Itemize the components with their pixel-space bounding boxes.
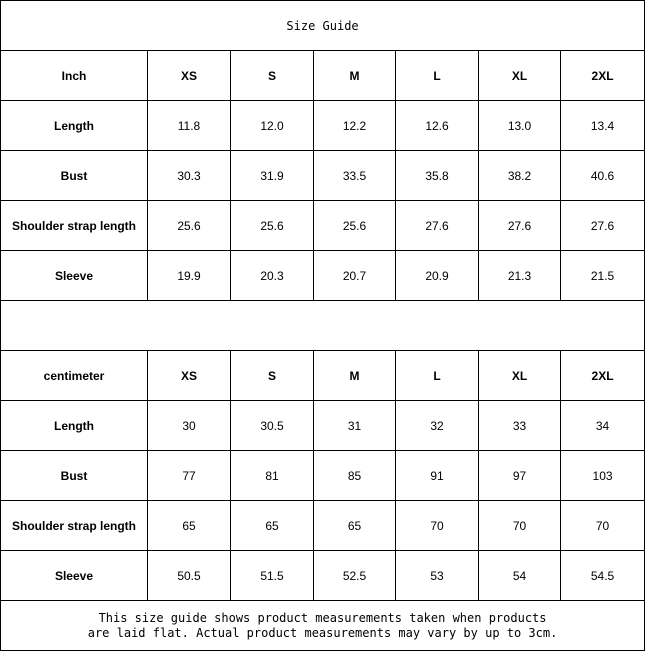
table-row (1, 451, 645, 501)
measurement-value: 54.5 (561, 551, 645, 601)
measurement-value: 33 (479, 401, 561, 451)
measurement-value: 65 (148, 501, 231, 551)
size-header-m: M (314, 351, 396, 401)
measurement-value: 21.3 (479, 251, 561, 301)
measurement-value: 70 (561, 501, 645, 551)
measurement-label: Shoulder strap length (1, 501, 148, 551)
measurement-value: 34 (561, 401, 645, 451)
measurement-value: 40.6 (561, 151, 645, 201)
size-header-2xl: 2XL (561, 351, 645, 401)
table-row (1, 501, 645, 551)
measurement-value: 19.9 (148, 251, 231, 301)
measurement-value: 30.5 (231, 401, 314, 451)
table-row (1, 151, 645, 201)
table-row (1, 101, 645, 151)
measurement-value: 21.5 (561, 251, 645, 301)
measurement-value: 70 (396, 501, 479, 551)
table-row (1, 401, 645, 451)
measurement-label: Bust (1, 151, 148, 201)
note-row (1, 601, 645, 651)
size-header-l: L (396, 351, 479, 401)
size-header-xs: XS (148, 51, 231, 101)
measurement-value: 81 (231, 451, 314, 501)
measurement-value: 54 (479, 551, 561, 601)
measurement-value: 53 (396, 551, 479, 601)
measurement-value: 97 (479, 451, 561, 501)
title-row (1, 1, 645, 51)
measurement-value: 30 (148, 401, 231, 451)
measurement-value: 32 (396, 401, 479, 451)
measurement-value: 35.8 (396, 151, 479, 201)
measurement-value: 77 (148, 451, 231, 501)
measurement-value: 65 (231, 501, 314, 551)
page-title: Size Guide (1, 1, 645, 51)
measurement-note (1, 601, 645, 651)
centimeter-header-row (1, 351, 645, 401)
section-divider (1, 301, 645, 351)
size-header-2xl: 2XL (561, 51, 645, 101)
measurement-value: 31 (314, 401, 396, 451)
measurement-value: 20.9 (396, 251, 479, 301)
measurement-value: 12.6 (396, 101, 479, 151)
note-line-1: This size guide shows product measurements taken when products (98, 610, 547, 625)
measurement-label: Length (1, 401, 148, 451)
table-row (1, 551, 645, 601)
measurement-value: 70 (479, 501, 561, 551)
table-row (1, 201, 645, 251)
measurement-value: 13.0 (479, 101, 561, 151)
measurement-value: 27.6 (396, 201, 479, 251)
measurement-value: 25.6 (231, 201, 314, 251)
measurement-value: 20.3 (231, 251, 314, 301)
measurement-value: 91 (396, 451, 479, 501)
measurement-value: 20.7 (314, 251, 396, 301)
size-header-xl: XL (479, 51, 561, 101)
measurement-value: 38.2 (479, 151, 561, 201)
measurement-label: Length (1, 101, 148, 151)
measurement-value: 65 (314, 501, 396, 551)
size-header-s: S (231, 351, 314, 401)
measurement-value: 27.6 (561, 201, 645, 251)
measurement-value: 30.3 (148, 151, 231, 201)
measurement-value: 25.6 (148, 201, 231, 251)
measurement-value: 27.6 (479, 201, 561, 251)
size-header-xl: XL (479, 351, 561, 401)
measurement-value: 31.9 (231, 151, 314, 201)
size-header-s: S (231, 51, 314, 101)
size-header-xs: XS (148, 351, 231, 401)
measurement-label: Shoulder strap length (1, 201, 148, 251)
measurement-value: 13.4 (561, 101, 645, 151)
measurement-value: 85 (314, 451, 396, 501)
measurement-value: 12.2 (314, 101, 396, 151)
measurement-label: Sleeve (1, 251, 148, 301)
measurement-value: 51.5 (231, 551, 314, 601)
measurement-label: Bust (1, 451, 148, 501)
measurement-value: 52.5 (314, 551, 396, 601)
size-header-m: M (314, 51, 396, 101)
measurement-value: 11.8 (148, 101, 231, 151)
measurement-label: Sleeve (1, 551, 148, 601)
spacer-row (1, 301, 645, 351)
centimeter-unit-label: centimeter (1, 351, 148, 401)
measurement-value: 12.0 (231, 101, 314, 151)
table-row (1, 251, 645, 301)
inch-header-row (1, 51, 645, 101)
note-line-2: are laid flat. Actual product measurements may vary by up to 3cm. (87, 625, 558, 640)
inch-unit-label: Inch (1, 51, 148, 101)
measurement-value: 33.5 (314, 151, 396, 201)
measurement-value: 103 (561, 451, 645, 501)
size-header-l: L (396, 51, 479, 101)
measurement-value: 25.6 (314, 201, 396, 251)
measurement-value: 50.5 (148, 551, 231, 601)
